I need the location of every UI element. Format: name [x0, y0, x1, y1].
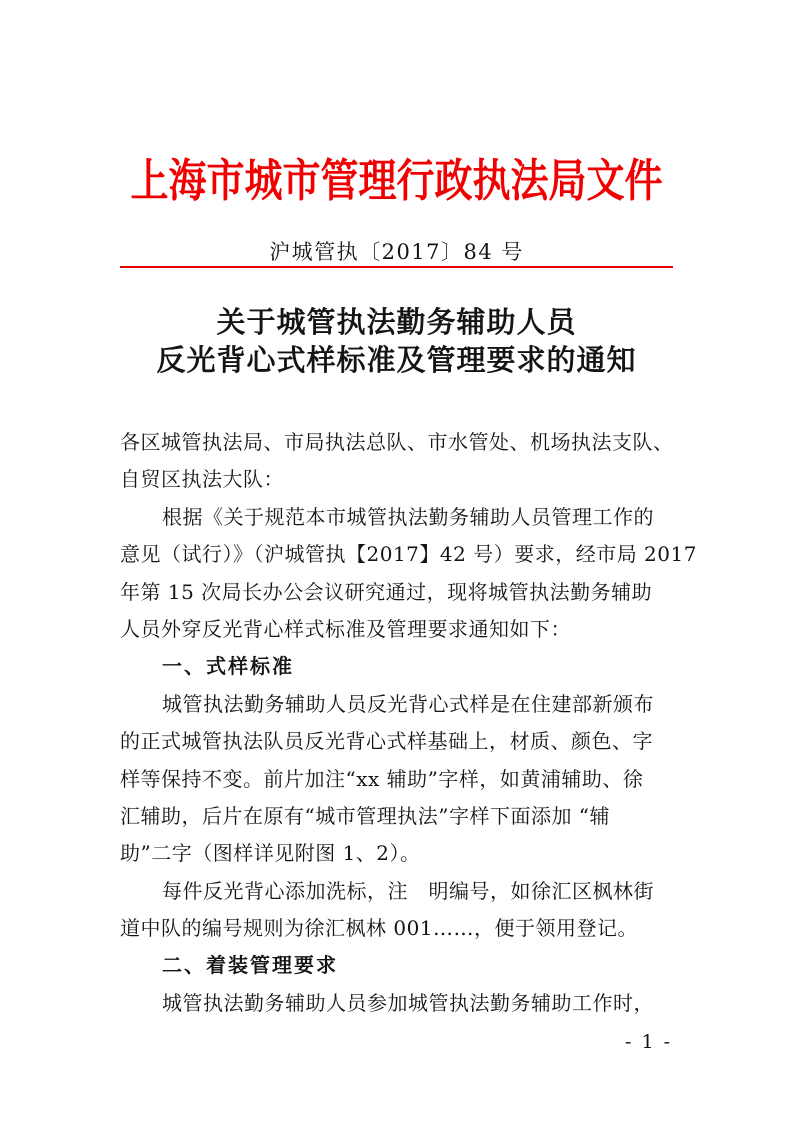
body-line: 助”二字（图样详见附图 1、2）。 — [120, 841, 421, 866]
body-line: 每件反光背心添加洗标，注 明编号，如徐汇区枫林街 — [162, 878, 654, 903]
page-number: - 1 - — [624, 1031, 672, 1053]
body-line: 样等保持不变。前片加注“xx 辅助”字样，如黄浦辅助、徐 — [120, 766, 644, 791]
body-line: 汇辅助，后片在原有“城市管理执法”字样下面添加 “辅 — [120, 803, 611, 828]
document-title-line2: 反光背心式样标准及管理要求的通知 — [156, 343, 637, 377]
body-line: 根据《关于规范本市城管执法勤务辅助人员管理工作的 — [162, 504, 654, 529]
agency-header-title: 上海市城市管理行政执法局文件 — [130, 153, 663, 207]
body-line: 自贸区执法大队： — [120, 467, 284, 492]
section-heading: 二、着装管理要求 — [162, 953, 338, 978]
section-heading: 一、式样标准 — [162, 654, 294, 679]
body-line: 城管执法勤务辅助人员参加城管执法勤务辅助工作时， — [162, 990, 654, 1015]
document-title — [0, 303, 793, 379]
red-divider-line — [120, 266, 673, 268]
document-body — [120, 424, 697, 1022]
body-line: 人员外穿反光背心样式标准及管理要求通知如下： — [120, 616, 571, 641]
body-line: 道中队的编号规则为徐汇枫林 001……，便于领用登记。 — [120, 916, 639, 941]
body-line: 各区城管执法局、市局执法总队、市水管处、机场执法支队、 — [120, 430, 674, 454]
body-line: 年第 15 次局长办公会议研究通过，现将城管执法勤务辅助 — [120, 579, 653, 604]
document-number: 沪城管执〔2017〕84 号 — [269, 240, 524, 264]
body-line: 的正式城管执法队员反光背心式样基础上，材质、颜色、字 — [120, 729, 653, 754]
document-title-line1: 关于城管执法勤务辅助人员 — [216, 305, 577, 339]
body-line: 意见（试行）》（沪城管执【2017】42 号）要求，经市局 2017 — [120, 542, 697, 567]
body-line: 城管执法勤务辅助人员反光背心式样是在住建部新颁布 — [162, 691, 654, 716]
